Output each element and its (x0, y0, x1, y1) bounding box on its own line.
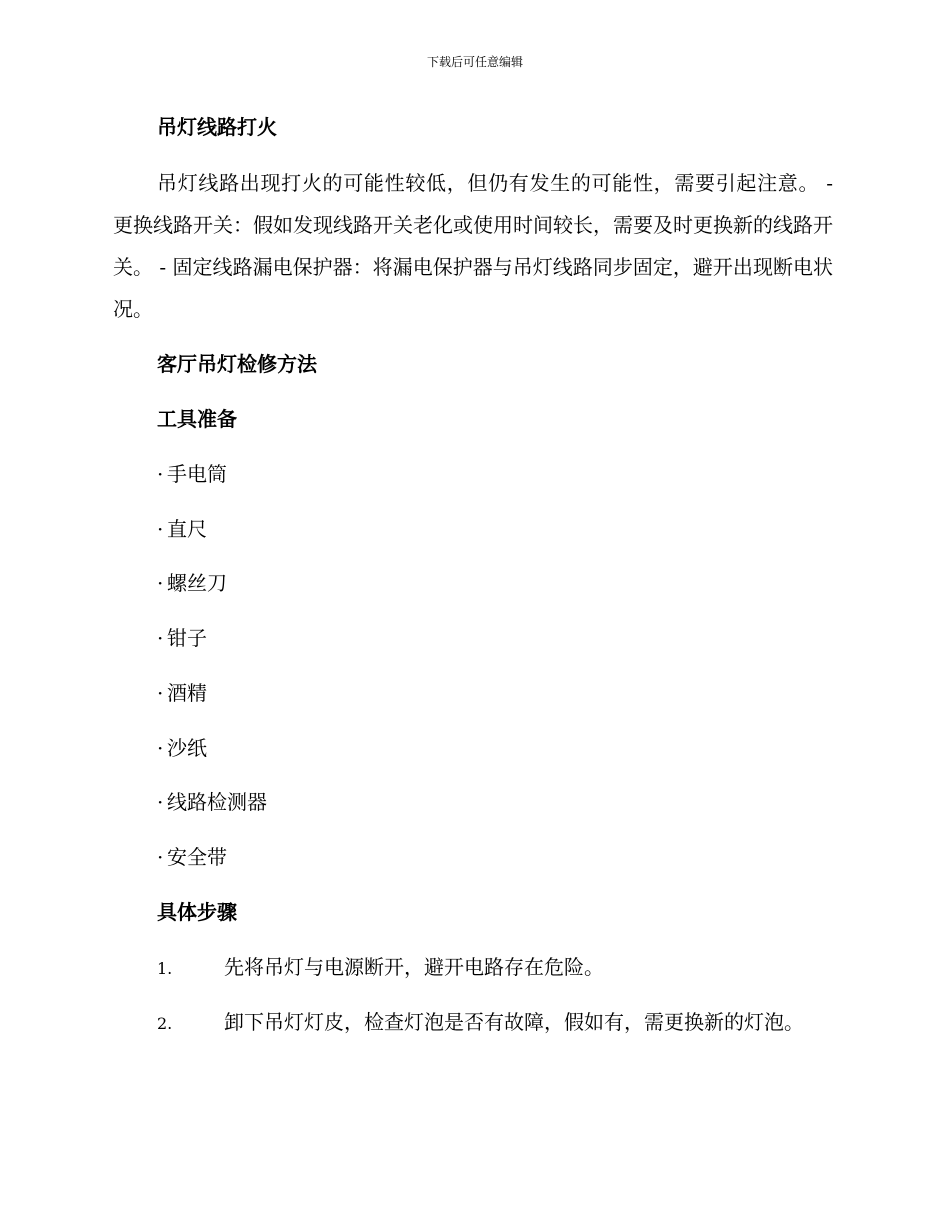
step-item (113, 946, 833, 990)
list-item (157, 679, 877, 707)
list-item-label: 直尺 (167, 517, 207, 541)
list-item (157, 624, 877, 652)
list-item-label: 安全带 (167, 845, 227, 869)
step-number: 2. (157, 1014, 173, 1033)
page-header: 下载后可任意编辑 (426, 55, 523, 69)
list-item-label: 沙纸 (167, 736, 207, 760)
step-text: 卸下吊灯灯皮，检查灯泡是否有故障，假如有，需更换新的灯泡。 (224, 1010, 804, 1034)
step-number: 1. (157, 959, 173, 978)
bullet-icon: · (157, 571, 164, 595)
section-title-steps: 具体步骤 (157, 900, 237, 924)
bullet-icon: · (157, 626, 164, 650)
list-item-label: 螺丝刀 (167, 571, 227, 595)
bullet-icon: · (157, 462, 164, 486)
bullet-icon: · (157, 517, 164, 541)
list-item-label: 线路检测器 (167, 790, 267, 814)
bullet-icon: · (157, 736, 164, 760)
bullet-icon: · (157, 790, 164, 814)
list-item (157, 734, 877, 762)
step-item (113, 1001, 833, 1045)
list-item (157, 788, 877, 816)
list-item-label: 手电筒 (167, 462, 227, 486)
section-title-repair-method: 客厅吊灯检修方法 (157, 352, 317, 376)
section-title-chandelier-sparking: 吊灯线路打火 (157, 115, 277, 139)
list-item-label: 酒精 (167, 681, 207, 705)
list-item-label: 钳子 (167, 626, 207, 650)
paragraph-sparking-description: 吊灯线路出现打火的可能性较低，但仍有发生的可能性，需要引起注意。 - 更换线路开关：假如发现线路开关老化或使用时间较长，需要及时更换新的线路开关。 - 固定线路漏电保护器：将漏电保护器与吊灯线路同步固定，避开出现断电状况。 (113, 171, 833, 321)
list-item (157, 460, 877, 488)
list-item (157, 843, 877, 871)
list-item (157, 515, 877, 543)
bullet-icon: · (157, 681, 164, 705)
list-item (157, 569, 877, 597)
bullet-icon: · (157, 845, 164, 869)
section-title-tool-preparation: 工具准备 (157, 407, 237, 431)
step-text: 先将吊灯与电源断开，避开电路存在危险。 (224, 955, 604, 979)
